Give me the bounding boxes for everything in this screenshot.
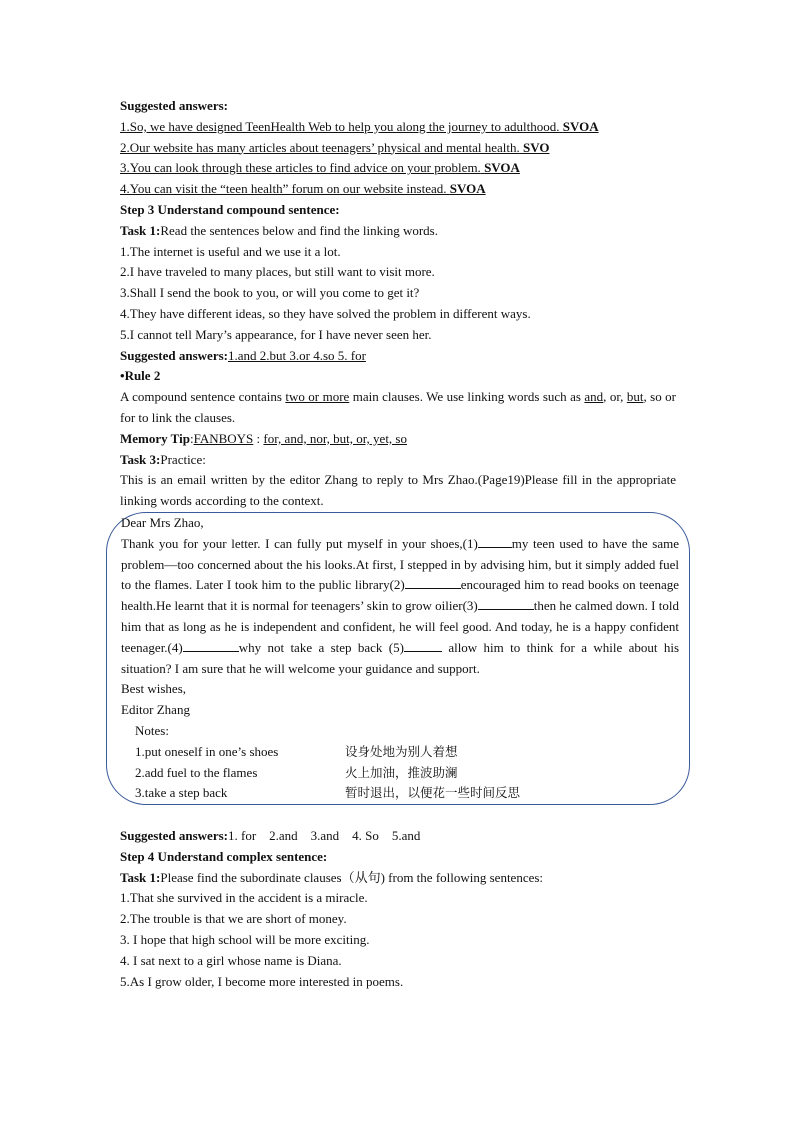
memory-tip: Memory Tip:FANBOYS : for, and, nor, but, or, yet, so xyxy=(120,430,407,446)
step3-answers: Suggested answers:1.and 2.but 3.or 4.so 5. for xyxy=(120,347,366,363)
note-item: 2.add fuel to the flames 火上加油，推波助澜 xyxy=(135,764,458,780)
email-closing: Best wishes, xyxy=(121,681,186,697)
complex-sentence-3: 3. I hope that high school will be more exciting. xyxy=(120,932,370,948)
rule-2-heading: •Rule 2 xyxy=(120,368,161,384)
step4-heading: Step 4 Understand complex sentence: xyxy=(120,848,328,864)
task3-answers: Suggested answers:1. for 2.and 3.and 4. So 5.and xyxy=(120,828,421,844)
note-item: 1.put oneself in one’s shoes 设身处地为别人着想 xyxy=(135,743,458,759)
answer-line-4: 4.You can visit the “teen health” forum on our website instead. SVOA xyxy=(120,181,486,197)
blank-1[interactable] xyxy=(478,535,512,548)
step4-task1: Task 1:Please find the subordinate clauses（从句) from the following sentences: xyxy=(120,869,544,885)
task3-description: This is an email written by the editor Zhang to reply to Mrs Zhao.(Page19)Please fill in the appropriate linking words according to the context. xyxy=(120,472,676,509)
complex-sentence-4: 4. I sat next to a girl whose name is Diana. xyxy=(120,952,342,968)
email-greeting: Dear Mrs Zhao, xyxy=(121,514,204,530)
task3: Task 3:Practice: xyxy=(120,451,206,467)
step3-heading: Step 3 Understand compound sentence: xyxy=(120,201,340,217)
compound-sentence-2: 2.I have traveled to many places, but still want to visit more. xyxy=(120,264,435,280)
email-body: Thank you for your letter. I can fully put myself in your shoes,(1) my teen used to have the same problem—too concerned about the his looks.At first, I stepped in by advising him, but it simply added fuel to the flames. Later I took him to the public library(2) encouraged him to read books on teenage health.He learnt that it is normal for teenagers’ skin to grow oilier(3) then he calmed down. I told him that as long as he is independent and confident, he will feel good. And today, he is a happy confident teenager.(4) why not take a step back (5) allow him to think for a while about his situation? I am sure that he will welcome your guidance and support. xyxy=(121,535,680,676)
step3-task1: Task 1:Read the sentences below and find the linking words. xyxy=(120,222,438,238)
compound-sentence-5: 5.I cannot tell Mary’s appearance, for I have never seen her. xyxy=(120,326,432,342)
notes-title: Notes: xyxy=(135,722,169,738)
complex-sentence-5: 5.As I grow older, I become more interested in poems. xyxy=(120,973,404,989)
complex-sentence-2: 2.The trouble is that we are short of money. xyxy=(120,911,347,927)
blank-3[interactable] xyxy=(478,597,534,610)
answer-line-3: 3.You can look through these articles to find advice on your problem. SVOA xyxy=(120,160,520,176)
complex-sentence-1: 1.That she survived in the accident is a miracle. xyxy=(120,890,368,906)
email-signature: Editor Zhang xyxy=(121,702,190,718)
answer-line-1: 1.So, we have designed TeenHealth Web to help you along the journey to adulthood. SVOA xyxy=(120,118,599,134)
email-box xyxy=(106,512,690,805)
blank-4[interactable] xyxy=(183,639,239,652)
rule-2-text: A compound sentence contains two or more main clauses. We use linking words such as and, or, but, so or for to link the clauses. xyxy=(120,389,676,425)
blank-2[interactable] xyxy=(405,576,461,589)
compound-sentence-4: 4.They have different ideas, so they have solved the problem in different ways. xyxy=(120,305,531,321)
suggested-answers-heading: Suggested answers: xyxy=(120,98,228,113)
answer-line-2: 2.Our website has many articles about teenagers’ physical and mental health. SVO xyxy=(120,139,550,155)
worksheet-page xyxy=(120,96,680,992)
note-item: 3.take a step back 暂时退出，以便花一些时间反思 xyxy=(135,785,521,801)
compound-sentence-3: 3.Shall I send the book to you, or will you come to get it? xyxy=(120,285,420,301)
blank-5[interactable] xyxy=(404,639,442,652)
compound-sentence-1: 1.The internet is useful and we use it a lot. xyxy=(120,243,341,259)
